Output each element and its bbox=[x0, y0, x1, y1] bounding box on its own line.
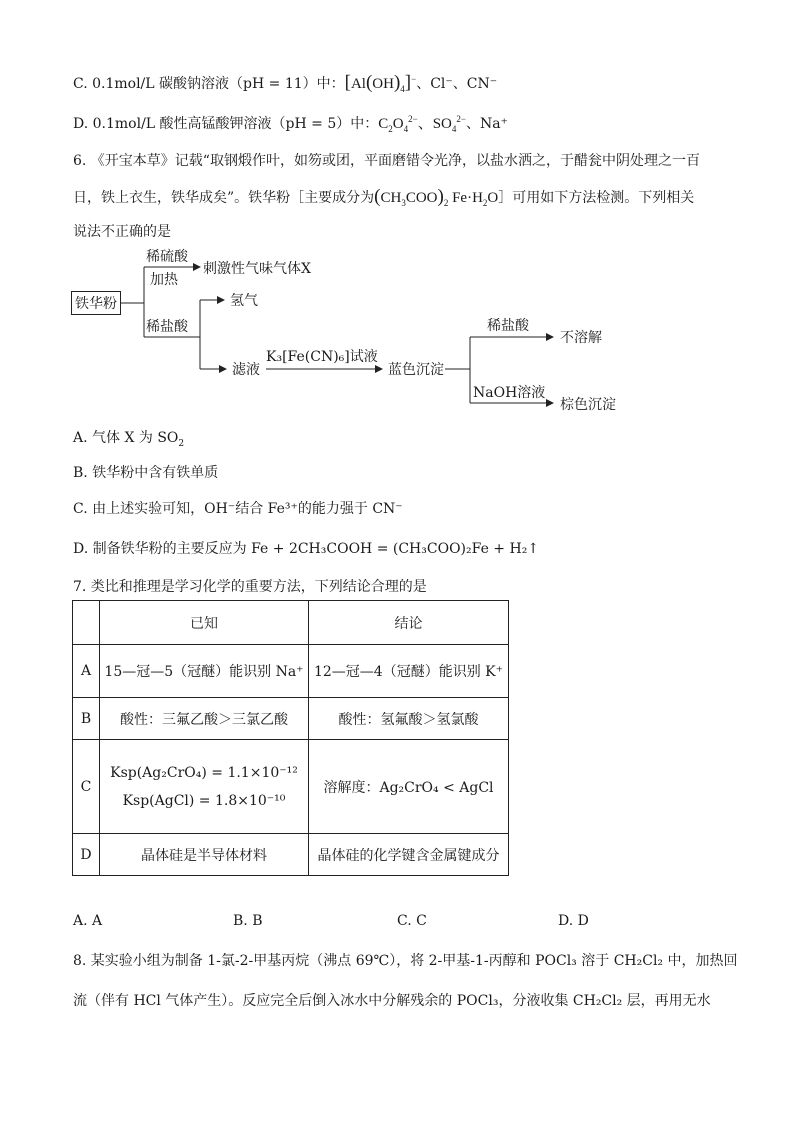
reagent-hcl: 稀盐酸 bbox=[146, 319, 188, 335]
table-row bbox=[73, 740, 509, 834]
flow-diagram bbox=[60, 245, 700, 420]
table-row bbox=[73, 834, 509, 876]
header-conclusion: 结论 bbox=[309, 601, 509, 645]
q6-line2 bbox=[73, 187, 724, 208]
q7-option-b: B. B bbox=[233, 913, 263, 929]
insoluble-label: 不溶解 bbox=[560, 330, 602, 346]
oxalate-sulfate-ions: $C_2O_4^{2-}$、$SO_4^{2-}$ bbox=[378, 114, 466, 134]
q8-line2: 流（伴有 HCl 气体产生）。反应完全后倒入冰水中分解残余的 POCl₃，分液收集 CH₂Cl₂ 层，再用无水 bbox=[73, 993, 711, 1009]
table-row bbox=[73, 698, 509, 740]
q7-option-a: A. A bbox=[73, 913, 103, 929]
q6-line1: 6. 《开宝本草》记载“取钢煅作叶，如笏或团，平面磨错令光净，以盐水洒之，于醋瓮中阴处理之一百 bbox=[73, 153, 700, 169]
brown-precipitate: 棕色沉淀 bbox=[560, 397, 616, 413]
reagent-sulfuric: 稀硫酸 bbox=[146, 249, 188, 265]
table-row bbox=[73, 645, 509, 698]
q6-line2-tail: ］可用如下方法检测。下列相关 bbox=[498, 190, 695, 206]
option-c-text: C. 0.1mol/L 碳酸钠溶液（pH = 11）中： bbox=[73, 76, 345, 92]
table-header-row bbox=[73, 601, 509, 645]
reagent-hcl-2: 稀盐酸 bbox=[487, 318, 529, 334]
blue-precipitate: 蓝色沉淀 bbox=[388, 362, 444, 378]
q6-option-a-text: A. 气体 X 为 SO bbox=[73, 430, 179, 446]
reagent-naoh: NaOH溶液 bbox=[473, 385, 546, 401]
row-label: A bbox=[73, 645, 100, 698]
row-known bbox=[100, 740, 309, 834]
iron-acetate-formula: $(CH_3COO)_2$ $Fe\cdot H_2O$ bbox=[374, 186, 499, 208]
option-c-ions: 、Cl⁻、CN⁻ bbox=[416, 76, 498, 92]
start-box: 铁华粉 bbox=[71, 291, 121, 315]
row-label: B bbox=[73, 698, 100, 740]
q7-option-d: D. D bbox=[558, 913, 589, 929]
option-c-line bbox=[73, 73, 724, 94]
condition-heat: 加热 bbox=[150, 272, 178, 288]
q6-option-a: A. 气体 X 为 $SO_2$ bbox=[73, 430, 185, 449]
header-empty bbox=[73, 601, 100, 645]
filtrate-label: 滤液 bbox=[232, 362, 260, 378]
row-conclusion: 酸性：氢氟酸＞氢氯酸 bbox=[309, 698, 509, 740]
row-known: 晶体硅是半导体材料 bbox=[100, 834, 309, 876]
row-conclusion: 12—冠—4（冠醚）能识别 K⁺ bbox=[309, 645, 509, 698]
q6-option-c: C. 由上述实验可知，OH⁻结合 Fe³⁺的能力强于 CN⁻ bbox=[73, 501, 403, 517]
option-d-ions: 、Na⁺ bbox=[465, 116, 508, 132]
header-known: 已知 bbox=[100, 601, 309, 645]
q7-stem: 7. 类比和推理是学习化学的重要方法，下列结论合理的是 bbox=[73, 579, 427, 595]
option-d-line bbox=[73, 114, 724, 134]
ksp-ag2cro4: Ksp(Ag₂CrO₄) = 1.1×10⁻¹² bbox=[110, 764, 298, 781]
q6-line2-text: 日，铁上衣生，铁华成矣”。铁华粉［主要成分为 bbox=[73, 190, 375, 206]
row-known: 酸性：三氟乙酸＞三氯乙酸 bbox=[100, 698, 309, 740]
reagent-ferricyanide: K₃[Fe(CN)₆]试液 bbox=[266, 349, 378, 365]
q8-line1: 8. 某实验小组为制备 1-氯-2-甲基丙烷（沸点 69℃），将 2-甲基-1-丙醇和 POCl₃ 溶于 CH₂Cl₂ 中，加热回 bbox=[73, 953, 738, 969]
product-gas-x: 刺激性气味气体X bbox=[203, 261, 311, 277]
row-conclusion: 溶解度：Ag₂CrO₄ < AgCl bbox=[309, 740, 509, 834]
q6-line3: 说法不正确的是 bbox=[73, 224, 171, 240]
q7-table bbox=[72, 600, 509, 876]
row-known: 15—冠—5（冠醚）能识别 Na⁺ bbox=[100, 645, 309, 698]
q6-option-b: B. 铁华粉中含有铁单质 bbox=[73, 465, 219, 481]
row-conclusion: 晶体硅的化学键含金属键成分 bbox=[309, 834, 509, 876]
option-d-text: D. 0.1mol/L 酸性高锰酸钾溶液（pH = 5）中： bbox=[73, 116, 379, 132]
row-label: C bbox=[73, 740, 100, 834]
aluminate-ion: $[Al(OH)_4]^-$ bbox=[344, 72, 417, 94]
ksp-agcl: Ksp(AgCl) = 1.8×10⁻¹⁰ bbox=[122, 792, 286, 809]
row-label: D bbox=[73, 834, 100, 876]
q7-option-c: C. C bbox=[397, 913, 427, 929]
product-hydrogen: 氢气 bbox=[230, 293, 258, 309]
q6-option-d: D. 制备铁华粉的主要反应为 Fe + 2CH₃COOH = (CH₃COO)₂Fe + H₂↑ bbox=[73, 541, 540, 557]
